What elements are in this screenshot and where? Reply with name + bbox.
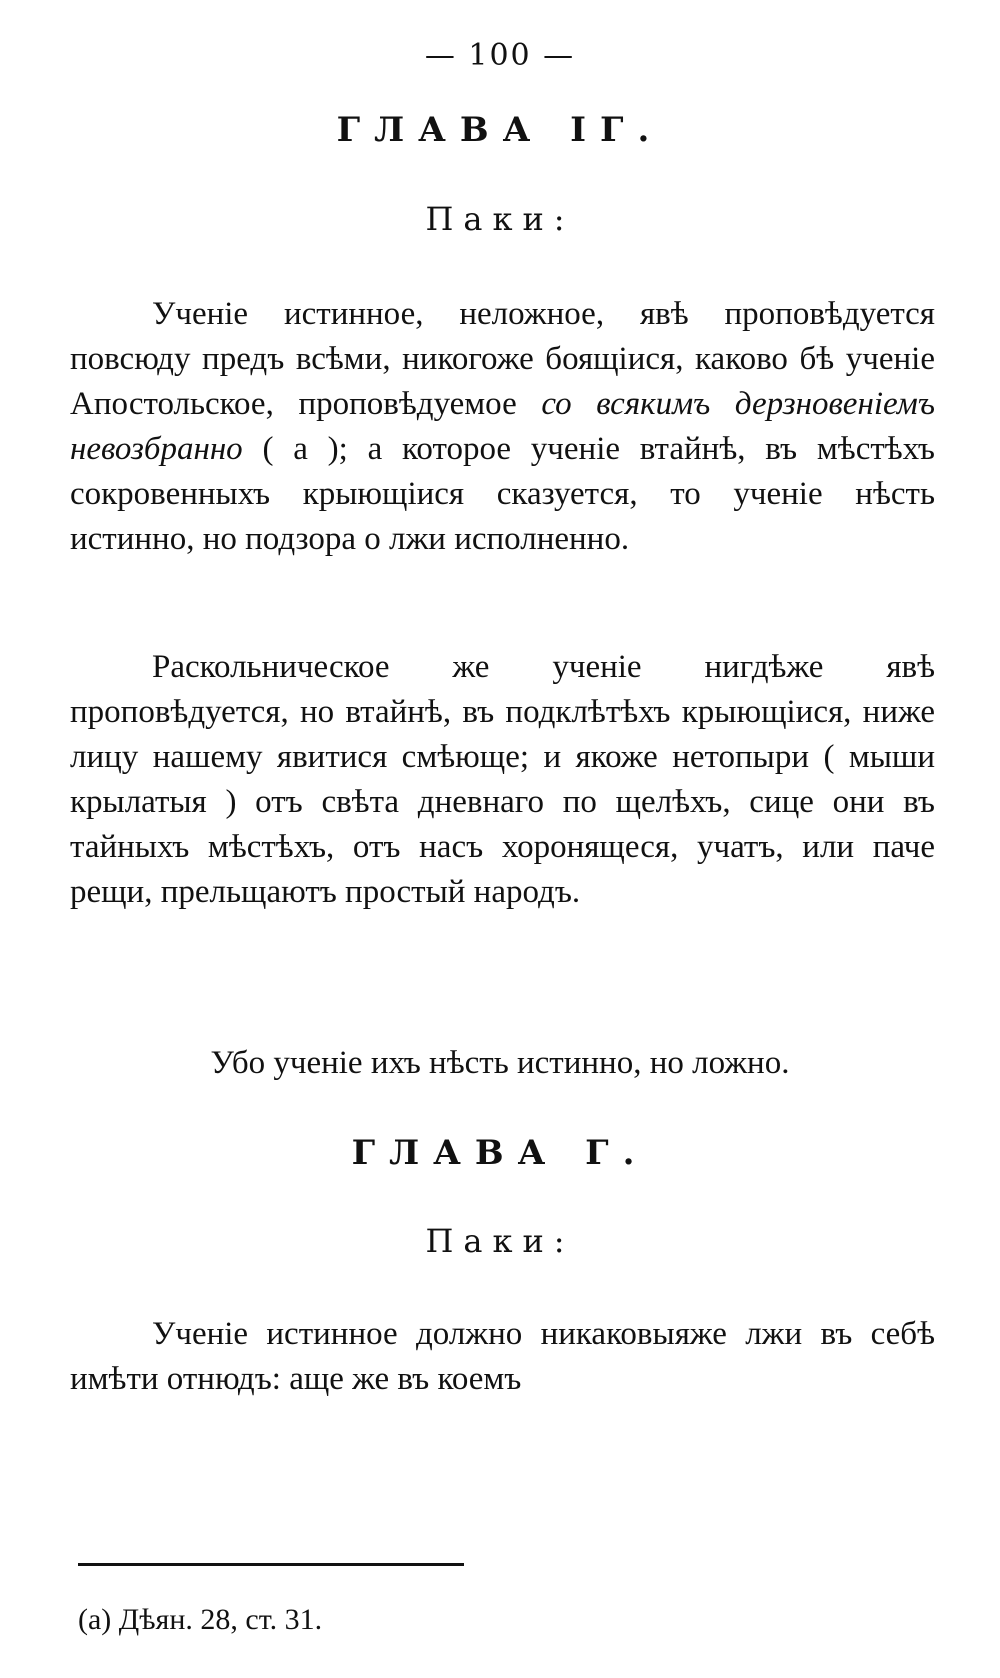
chapter-heading-5: ГЛАВА Г. <box>351 1133 649 1173</box>
chapter-heading-4: ГЛАВА IГ. <box>336 110 664 150</box>
paragraph-chapter4-1 <box>70 292 935 562</box>
paragraph-chapter5-1: Ученіе истинное должно никаковыяже лжи въ себѣ имѣти отнюдъ: аще же въ коемъ <box>70 1316 935 1397</box>
chapter4-conclusion: Убо ученіе ихъ нѣсть истинно, но ложно. <box>210 1045 790 1081</box>
chapter-subheading-5: Паки: <box>425 1222 575 1260</box>
paragraph-chapter4-2: Раскольническое же ученіе нигдѣже явѣ проповѣдуется, но втайнѣ, въ подклѣтѣхъ крыющіися, ниже лицу нашему явитися смѣюще; и якоже нетопыри ( мыши крылатыя ) отъ свѣта дневнаго по щелѣхъ, сице они въ тайныхъ мѣстѣхъ, отъ насъ хоронящеся, учатъ, или паче рещи, прельщаютъ простый народъ. <box>70 649 935 910</box>
paragraph-text: Ученіе истинное, неложное, явѣ проповѣдуется повсюду предъ всѣми, никогоже боящіися, каково бѣ ученіе Апостольское, проповѣдуемое <box>70 296 935 422</box>
paragraph-text: ( а ); а которое ученіе втайнѣ, въ мѣстѣхъ сокровенныхъ крыющіися сказуется, то ученіе нѣсть истинно, но подзора о лжи исполненно. <box>70 431 935 557</box>
paragraph-italic-quote: со всякимъ дерзновеніемъ невозбранно <box>70 386 935 467</box>
footnote: (а) Дѣян. 28, ст. 31. <box>78 1603 323 1636</box>
footnote-divider <box>78 1563 464 1566</box>
page-number: — 100 — <box>424 38 576 73</box>
chapter-subheading-4: Паки: <box>425 200 575 238</box>
